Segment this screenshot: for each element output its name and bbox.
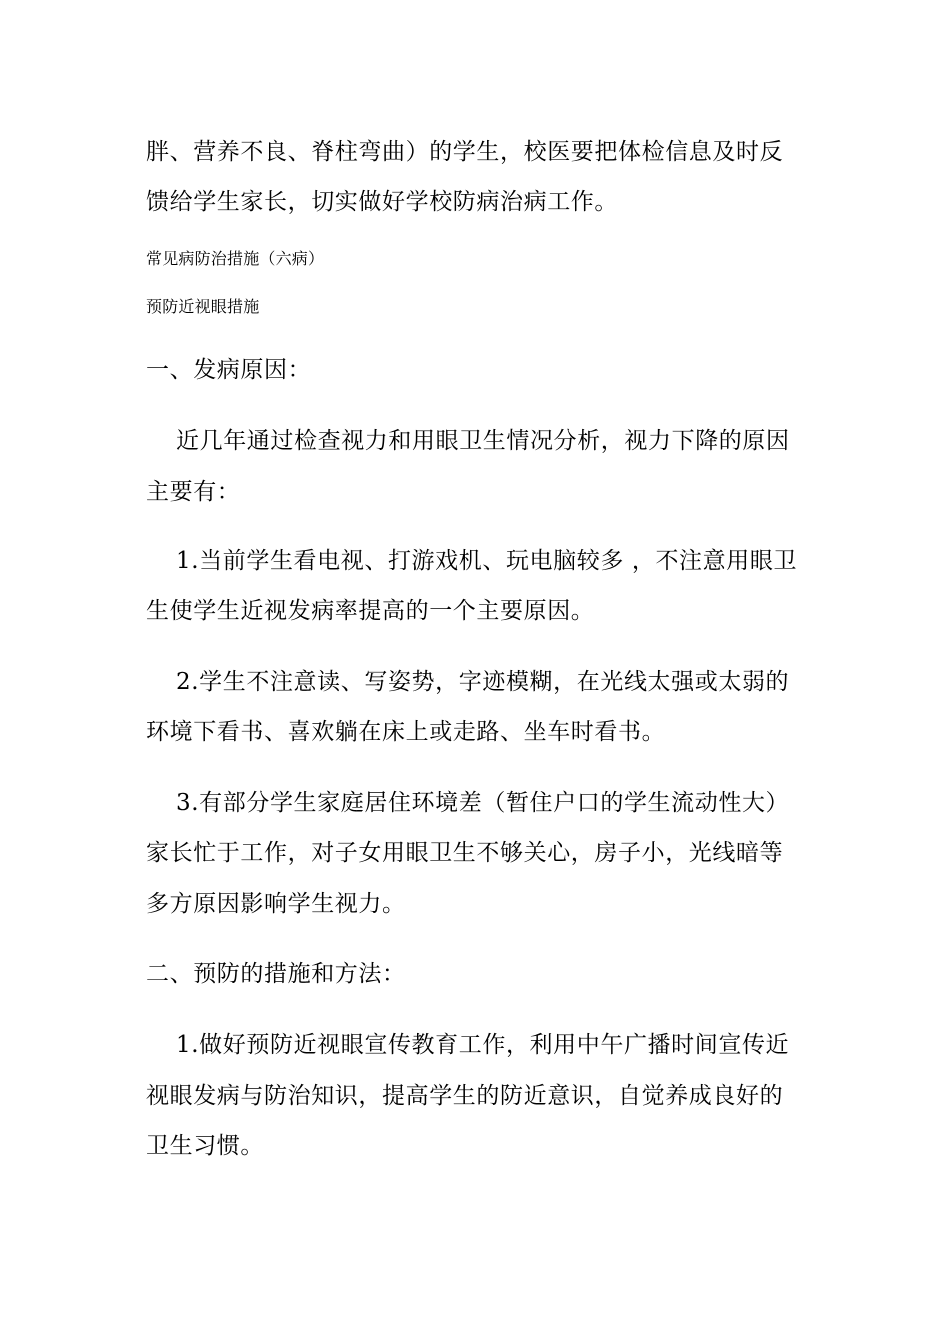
section-title: 常见病防治措施（六病） <box>146 249 325 268</box>
heading-causes: 一、发病原因： <box>146 357 312 383</box>
list-item-line: 2.学生不注意读、写姿势，字迹模糊，在光线太强或太弱的 <box>176 669 790 695</box>
list-item-line: 1.当前学生看电视、打游戏机、玩电脑较多 ，不注意用眼卫 <box>176 548 798 574</box>
list-item-line: 视眼发病与防治知识，提高学生的防近意识，自觉养成良好的 <box>146 1083 784 1109</box>
paragraph-line: 近几年通过检查视力和用眼卫生情况分析，视力下降的原因 <box>176 428 790 454</box>
section-subtitle: 预防近视眼措施 <box>146 297 260 316</box>
paragraph-line: 主要有： <box>146 479 241 505</box>
list-item-line: 3.有部分学生家庭居住环境差（暂住户口的学生流动性大） <box>176 790 790 816</box>
list-item-line: 1.做好预防近视眼宣传教育工作，利用中午广播时间宣传近 <box>176 1032 790 1058</box>
list-item-line: 卫生习惯。 <box>146 1133 264 1159</box>
list-item-line: 多方原因影响学生视力。 <box>146 891 406 917</box>
heading-measures: 二、预防的措施和方法： <box>146 961 406 987</box>
paragraph-line: 馈给学生家长，切实做好学校防病治病工作。 <box>146 189 618 215</box>
list-item-line: 生使学生近视发病率提高的一个主要原因。 <box>146 598 595 624</box>
paragraph-line: 胖、营养不良、脊柱弯曲）的学生，校医要把体检信息及时反 <box>146 139 784 165</box>
list-item-line: 家长忙于工作，对子女用眼卫生不够关心，房子小，光线暗等 <box>146 840 784 866</box>
list-item-line: 环境下看书、喜欢躺在床上或走路、坐车时看书。 <box>146 719 666 745</box>
